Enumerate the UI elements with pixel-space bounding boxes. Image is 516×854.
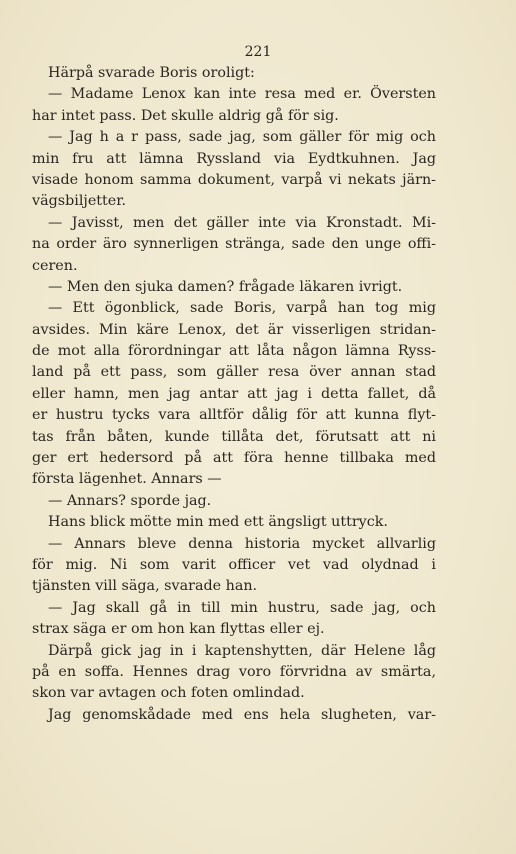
text-line: har intet pass. Det skulle aldrig gå för sig. [32,107,339,124]
text-line: Därpå gick jag in i kaptenshytten, där Helene låg [48,642,436,659]
text-line: — Jag skall gå in till min hustru, sade jag, och [48,599,436,616]
text-line: na order äro synnerligen stränga, sade den unge offi- [32,236,436,253]
text-line: eller hamn, men jag antar att jag i detta fallet, då [32,385,436,402]
text-line: för mig. Ni som varit officer vet vad olydnad i [32,556,436,573]
text-line: första lägenhet. Annars — [32,471,222,488]
text-line: visade honom samma dokument, varpå vi nekats järn- [32,171,436,188]
text-line: avsides. Min käre Lenox, det är visserligen stridan- [32,321,436,338]
text-line: ceren. [32,257,78,274]
text-line: min fru att lämna Ryssland via Eydtkuhnen. Jag [32,150,436,167]
text-line: strax säga er om hon kan flyttas eller ej. [32,621,325,638]
text-line: — Madame Lenox kan inte resa med er. Översten [48,86,436,103]
text-line: vägsbiljetter. [32,193,127,210]
text-line: — Annars? sporde jag. [48,492,212,509]
page-number: 221 [244,44,272,60]
text-line: — Jag h a r pass, sade jag, som gäller för mig och [48,129,436,146]
text-line: land på ett pass, som gäller resa över annan stad [32,364,436,381]
text-line: de mot alla förordningar att låta någon lämna Ryss- [32,343,436,360]
text-line: på en soffa. Hennes drag voro förvridna av smärta, [32,663,436,680]
body-text [32,63,436,726]
text-line: — Javisst, men det gäller inte via Kronstadt. Mi- [48,214,436,231]
text-line: Härpå svarade Boris oroligt: [48,65,255,81]
text-line: — Men den sjuka damen? frågade läkaren ivrigt. [48,278,403,295]
text-line: Jag genomskådade med ens hela slugheten, var- [48,706,436,723]
text-line: er hustru tycks vara alltför dålig för att kunna flyt- [32,407,436,424]
text-line: skon var avtagen och foten omlindad. [32,685,305,702]
text-line: Hans blick mötte min med ett ängsligt uttryck. [48,514,388,531]
text-line: tas från båten, kunde tillåta det, förutsatt att ni [32,428,436,445]
text-line: — Ett ögonblick, sade Boris, varpå han tog mig [48,300,436,317]
text-line: ger ert hedersord på att föra henne tillbaka med [32,450,436,467]
text-line: tjänsten vill säga, svarade han. [32,578,258,595]
text-line: — Annars bleve denna historia mycket allvarlig [48,535,436,552]
